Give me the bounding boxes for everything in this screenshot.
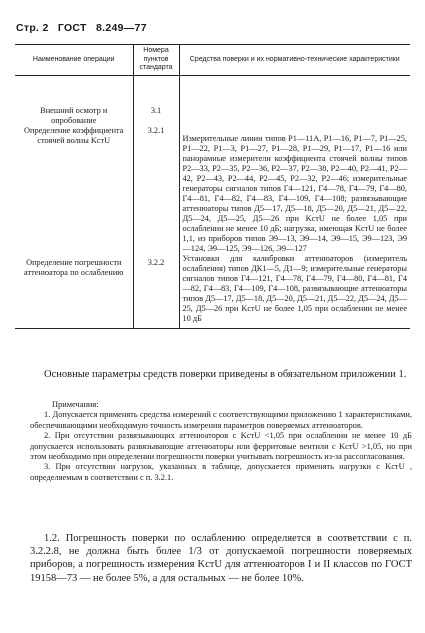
clause-cell: 3.2.2 [133,254,179,329]
table-row [15,76,410,127]
table-row [15,254,410,329]
table-row [15,126,410,254]
clause-cell: 3.1 [133,76,179,127]
table-header-row [15,45,410,76]
gost-label: ГОСТ [57,22,87,34]
operation-cell: Определение коэффициента стоячей волны KстU [24,126,124,145]
clause-cell: 3.2.1 [133,126,179,254]
paragraph-main-parameters: Основные параметры средств поверки приведены в обязательном приложении 1. [44,369,407,380]
page-header [16,22,153,34]
gost-number: 8.249—77 [95,22,147,34]
note-3: 3. При отсутствии нагрузок, указанных в таблице, допускается применять нагрузки с KстU , определяемым в соответствии с п. 3.2.1. [30,462,412,482]
column-header-clause: Номера пунктов стандарта [133,45,179,76]
means-cell [179,76,410,127]
verification-table [15,44,410,329]
notes-title: Примечания: [52,400,99,409]
operation-cell: Определение погрешности аттенюатора по ослаблению [15,254,133,329]
note-1: 1. Допускается применять средства измерений с соответствующими приложению 1 характеристиками, обеспечивающими необходимую точность измерения параметров поверяемых аттенюаторов. [30,410,412,430]
paragraph-1-2: 1.2. Погрешность поверки по ослаблению определяется в соответствии с п. 3.2.2.8, не должна быть более 1/3 от допускаемой погрешности поверяемых приборов, а погрешность измерения KстU для аттенюаторов I и II классов по ГОСТ 19158—73 — не более 5%, а для остальных — не более 10%. [30,533,412,584]
column-header-operation: Наименование операции [15,45,133,76]
page-number: Стр. 2 [16,22,49,34]
operation-cell: Внешний осмотр и опробование [40,106,108,125]
means-cell: Установки для калибровки аттенюаторов (измеритель ослабления) типов ДК1—5, Д1—9; измерительные генераторы сигналов типов Г4—121, Г4—78, Г4—79, Г4—80, Г4—81, Г4—82, Г4—83, Г4—109, Г4—108, развязывающие аттенюаторы типов Д5—17, Д5—18, Д5—20, Д5—21, Д5—22, Д5—24, Д5—25, Д5—26 при KстU не более 1,05 при ослаблении не менее 10 дБ [179,254,410,329]
column-header-means: Средства поверки и их нормативно-технические характеристики [179,45,410,76]
means-cell: Измерительные линии типов P1—11A, P1—16, P1—7, P1—25, P1—22, P1—3, P1—27, P1—28, P1—29, P1—17, P1—16 или панорамные измерители коэффициента стоячей волны типов P2—33, P2—35, P2—36, P2—37, P2—38, P2—40, P2—41, P2—42, P2—43, P2—44, P2—45, P2—32, P2—46; измерительные генераторы сигналов типов Г4—121, Г4—78, Г4—79, Г4—80, Г4—81, Г4—82, Г4—83, Г4—109, Г4—108; развязывающие аттенюаторы типов Д5—17, Д5—18, Д5—20, Д5—21, Д5—22, Д5—24, Д5—25, Д5—26 при KстU не более 1,05 при ослаблении не менее 10 дБ; нагрузка, имеющая KстU не более 1,1, из приборов типов Э9—13, Э9—14, Э9—15, Э9—123, Э9—124, Э9—125, Э9—126, Э9—127 [179,126,410,254]
note-2: 2. При отсутствии развязывающих аттенюаторов с KстU <1,05 при ослаблении не менее 10 дБ допускается использовать развязывающие аттенюаторы или ферритовые вентили с KстU >1,05, но при этом необходимо при определении погрешности поверки учитывать погрешность из-за рассогласования. [30,431,412,462]
notes-block [30,400,412,483]
